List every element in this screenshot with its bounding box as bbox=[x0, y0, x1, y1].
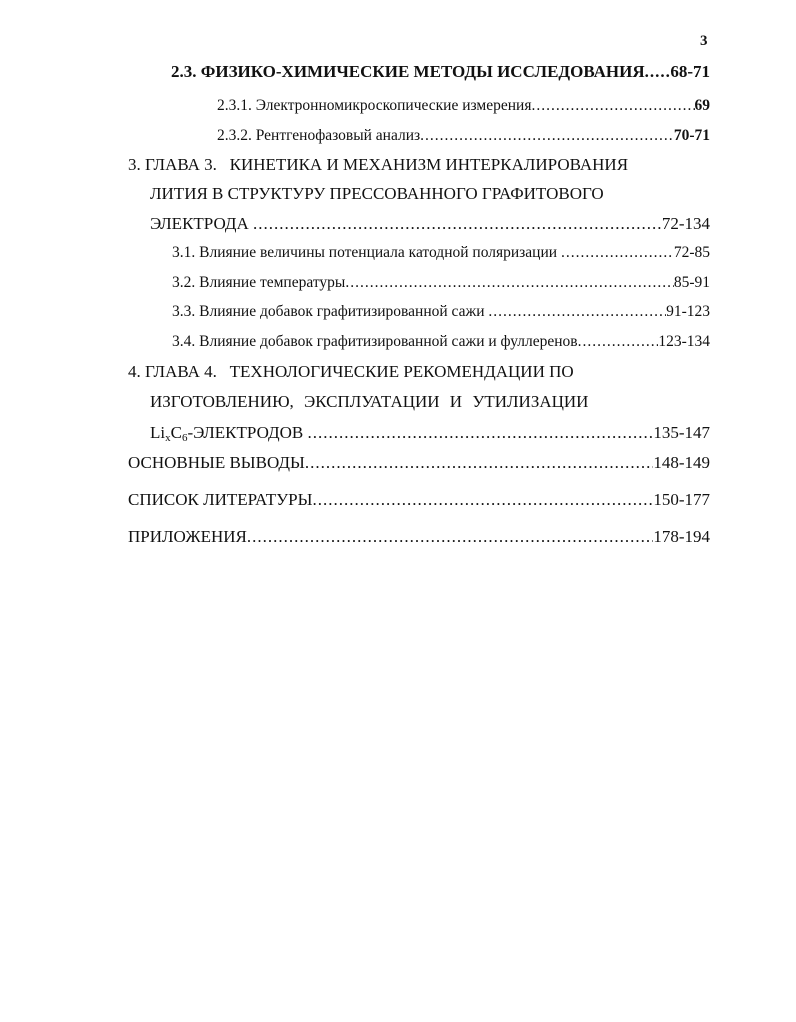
chapter-number: 4. ГЛАВА 4. bbox=[128, 362, 217, 381]
toc-entry-pages: 150-177 bbox=[653, 490, 710, 509]
leader-dots bbox=[305, 453, 654, 473]
leader-dots bbox=[488, 302, 666, 322]
toc-chapter-4-line2: ИЗГОТОВЛЕНИЮ, ЭКСПЛУАТАЦИИ И УТИЛИЗАЦИИ bbox=[150, 392, 589, 411]
chapter-number: 3. ГЛАВА 3. bbox=[128, 155, 217, 174]
toc-entry-3-3 bbox=[172, 302, 710, 322]
toc-entry-num: 3.1. bbox=[172, 244, 196, 261]
toc-entry-3-4 bbox=[172, 332, 710, 352]
toc-entry-num: 3.4. bbox=[172, 333, 196, 350]
toc-entry-pages: 85-91 bbox=[673, 274, 710, 291]
toc-entry-pages: 72-134 bbox=[661, 214, 710, 233]
toc-entry-2-3 bbox=[171, 62, 710, 82]
toc-entry-2-3-1 bbox=[217, 96, 710, 116]
toc-chapter-4-line3 bbox=[150, 423, 710, 443]
toc-entry-num: 3.3. bbox=[172, 303, 196, 320]
toc-entry-pages: 135-147 bbox=[653, 423, 710, 442]
chapter-title: ТЕХНОЛОГИЧЕСКИЕ РЕКОМЕНДАЦИИ ПО bbox=[229, 362, 574, 381]
leader-dots bbox=[531, 96, 694, 116]
leader-dots bbox=[247, 527, 653, 547]
toc-chapter-3-line1 bbox=[128, 155, 628, 175]
toc-entry-num: 2.3.2. bbox=[217, 127, 252, 144]
toc-chapter-3-line2: ЛИТИЯ В СТРУКТУРУ ПРЕССОВАННОГО ГРАФИТОВОГО bbox=[150, 184, 604, 203]
toc-entry-num: 3.2. bbox=[172, 274, 196, 291]
toc-entry-pages: 70-71 bbox=[673, 127, 710, 144]
toc-entry-pages: 68-71 bbox=[670, 62, 710, 81]
toc-entry-title: Влияние добавок графитизированной сажи bbox=[199, 303, 485, 320]
toc-chapter-4-line1 bbox=[128, 362, 574, 382]
toc-entry-3-1 bbox=[172, 243, 710, 263]
toc-entry-title: ОСНОВНЫЕ ВЫВОДЫ bbox=[128, 453, 305, 472]
toc-entry-title: СПИСОК ЛИТЕРАТУРЫ bbox=[128, 490, 313, 509]
leader-dots bbox=[645, 62, 671, 82]
leader-dots bbox=[420, 126, 674, 146]
toc-entry-pages: 148-149 bbox=[653, 453, 710, 472]
chapter-title: ЭЛЕКТРОДА bbox=[150, 214, 249, 233]
toc-entry-2-3-2 bbox=[217, 126, 710, 146]
toc-entry-title: Влияние температуры bbox=[199, 274, 346, 291]
leader-dots bbox=[578, 332, 659, 352]
toc-entry-num: 2.3.1. bbox=[217, 97, 252, 114]
toc-entry-num: 2.3. bbox=[171, 62, 197, 81]
toc-entry-3-2 bbox=[172, 273, 710, 293]
toc-entry-pages: 123-134 bbox=[658, 333, 710, 350]
toc-entry-appendices bbox=[128, 527, 710, 547]
toc-entry-title: Влияние величины потенциала катодной поляризации bbox=[199, 244, 558, 261]
toc-entry-title: ПРИЛОЖЕНИЯ bbox=[128, 527, 247, 546]
toc-entry-title: Влияние добавок графитизированной сажи и фуллеренов bbox=[199, 333, 578, 350]
toc-entry-pages: 69 bbox=[694, 97, 710, 114]
leader-dots bbox=[253, 214, 662, 234]
toc-entry-pages: 178-194 bbox=[653, 527, 710, 546]
chapter-title: КИНЕТИКА И МЕХАНИЗМ ИНТЕРКАЛИРОВАНИЯ bbox=[229, 155, 629, 174]
toc-entry-title: ФИЗИКО-ХИМИЧЕСКИЕ МЕТОДЫ ИССЛЕДОВАНИЯ bbox=[200, 62, 645, 81]
leader-dots bbox=[312, 490, 653, 510]
toc-entry-title: Электронномикроскопические измерения bbox=[255, 97, 532, 114]
leader-dots bbox=[561, 243, 674, 263]
chapter-title: $Li_xC_6$-ЭЛЕКТРОДОВ bbox=[150, 423, 304, 444]
toc-entry-pages: 91-123 bbox=[666, 303, 710, 320]
page-number: 3 bbox=[700, 33, 708, 49]
toc-entry-pages: 72-85 bbox=[673, 244, 710, 261]
leader-dots bbox=[307, 423, 653, 443]
toc-entry-references bbox=[128, 490, 710, 510]
toc-entry-conclusions bbox=[128, 453, 710, 473]
leader-dots bbox=[345, 273, 674, 293]
toc-entry-title: Рентгенофазовый анализ bbox=[255, 127, 421, 144]
toc-chapter-3-line3 bbox=[150, 214, 710, 234]
